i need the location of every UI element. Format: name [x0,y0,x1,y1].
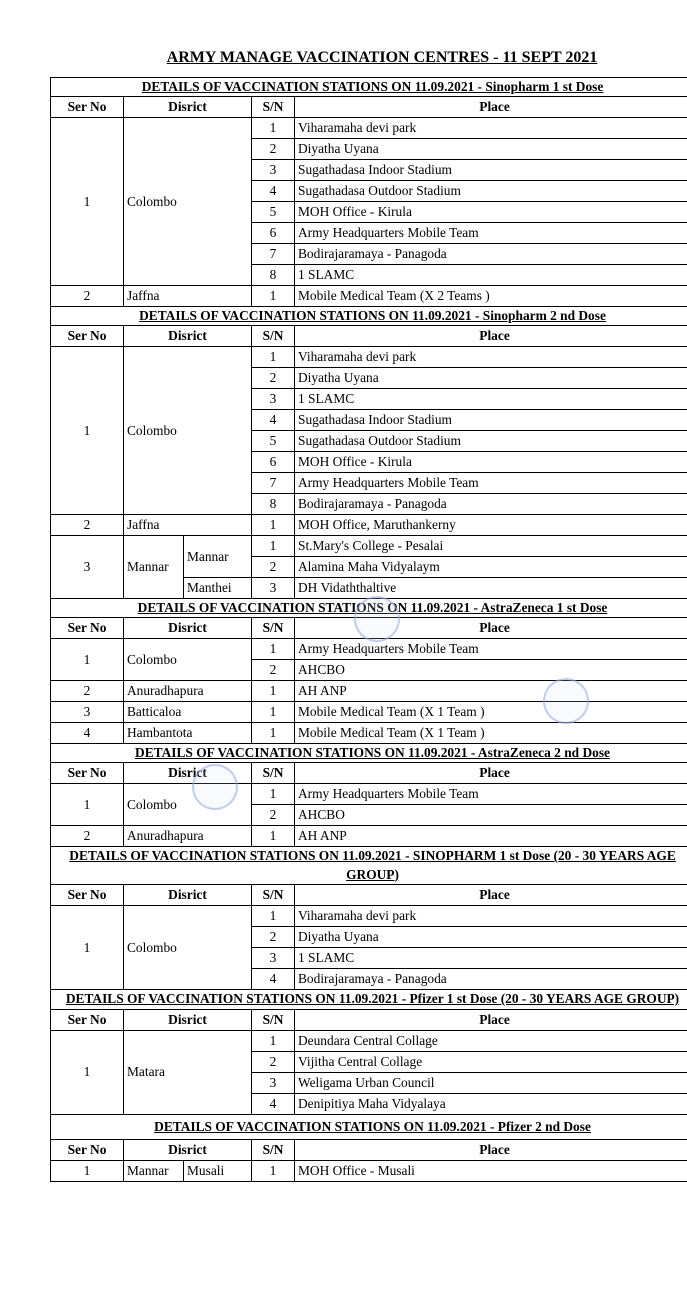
table-row [51,639,687,660]
sn-cell: 1 [252,286,295,307]
sn-cell: 3 [252,948,295,969]
sn-cell: 4 [252,410,295,431]
sn-cell: 2 [252,660,295,681]
district-cell: Mannar [124,536,184,599]
col-header-sn: S/N [252,885,295,906]
sn-cell: 1 [252,536,295,557]
table-row [51,118,687,139]
place-cell: Bodirajaramaya - Panagoda [295,494,687,515]
ser-no-cell: 4 [51,723,124,744]
place-cell: Army Headquarters Mobile Team [295,223,687,244]
place-cell: MOH Office - Musali [295,1160,687,1181]
sn-cell: 1 [252,515,295,536]
section-title-row [51,78,687,97]
sn-cell: 7 [252,244,295,265]
section-title: DETAILS OF VACCINATION STATIONS ON 11.09.2021 - Sinopharm 1 st Dose [51,78,687,97]
section-title: DETAILS OF VACCINATION STATIONS ON 11.09.2021 - AstraZeneca 2 nd Dose [51,744,687,763]
district-cell: Colombo [124,784,252,826]
col-header-district: Disrict [124,618,252,639]
sn-cell: 1 [252,681,295,702]
section-title: DETAILS OF VACCINATION STATIONS ON 11.09.2021 - Pfizer 1 st Dose (20 - 30 YEARS AGE GROUP) [51,990,687,1010]
place-cell: Diyatha Uyana [295,927,687,948]
section-title-row [51,1114,687,1139]
col-header-ser-no: Ser No [51,763,124,784]
col-header-district: Disrict [124,885,252,906]
section-title-row [51,307,687,326]
col-header-sn: S/N [252,1009,295,1030]
sn-cell: 4 [252,969,295,990]
sn-cell: 6 [252,452,295,473]
ser-no-cell: 1 [51,347,124,515]
table-row [51,1030,687,1051]
table-row [51,347,687,368]
place-cell: 1 SLAMC [295,265,687,286]
sn-cell: 1 [252,784,295,805]
ser-no-cell: 1 [51,118,124,286]
sn-cell: 1 [252,702,295,723]
sn-cell: 1 [252,906,295,927]
place-cell: DH Vidaththaltive [295,578,687,599]
district-cell: Colombo [124,118,252,286]
place-cell: Bodirajaramaya - Panagoda [295,244,687,265]
place-cell: Army Headquarters Mobile Team [295,473,687,494]
table-row [51,515,687,536]
sn-cell: 1 [252,723,295,744]
col-header-ser-no: Ser No [51,618,124,639]
table-row [51,826,687,847]
sn-cell: 3 [252,389,295,410]
col-header-ser-no: Ser No [51,1009,124,1030]
sn-cell: 4 [252,181,295,202]
place-cell: Mobile Medical Team (X 2 Teams ) [295,286,687,307]
place-cell: Deundara Central Collage [295,1030,687,1051]
place-cell: MOH Office - Kirula [295,202,687,223]
col-header-place: Place [295,326,687,347]
sn-cell: 8 [252,494,295,515]
header-row [51,763,687,784]
place-cell: Sugathadasa Outdoor Stadium [295,431,687,452]
sn-cell: 1 [252,118,295,139]
district-cell: Colombo [124,347,252,515]
ser-no-cell: 1 [51,639,124,681]
subdistrict-cell: Musali [184,1160,252,1181]
header-row [51,885,687,906]
sn-cell: 2 [252,368,295,389]
place-cell: St.Mary's College - Pesalai [295,536,687,557]
place-cell: Vijitha Central Collage [295,1051,687,1072]
place-cell: AH ANP [295,681,687,702]
place-cell: Army Headquarters Mobile Team [295,639,687,660]
sn-cell: 1 [252,639,295,660]
section-title: DETAILS OF VACCINATION STATIONS ON 11.09.2021 - Sinopharm 2 nd Dose [51,307,687,326]
col-header-district: Disrict [124,1009,252,1030]
place-cell: Weligama Urban Council [295,1072,687,1093]
place-cell: MOH Office - Kirula [295,452,687,473]
subdistrict-cell: Manthei [184,578,252,599]
header-row [51,1009,687,1030]
table-row [51,536,687,557]
place-cell: Alamina Maha Vidyalaym [295,557,687,578]
district-cell: Batticaloa [124,702,252,723]
place-cell: Viharamaha devi park [295,118,687,139]
place-cell: Bodirajaramaya - Panagoda [295,969,687,990]
col-header-place: Place [295,1009,687,1030]
header-row [51,326,687,347]
ser-no-cell: 1 [51,784,124,826]
district-cell: Anuradhapura [124,826,252,847]
place-cell: Army Headquarters Mobile Team [295,784,687,805]
col-header-sn: S/N [252,326,295,347]
district-cell: Matara [124,1030,252,1114]
ser-no-cell: 2 [51,286,124,307]
place-cell: Sugathadasa Indoor Stadium [295,410,687,431]
table-row [51,906,687,927]
table-row [51,681,687,702]
district-cell: Colombo [124,639,252,681]
place-cell: 1 SLAMC [295,948,687,969]
col-header-sn: S/N [252,763,295,784]
ser-no-cell: 1 [51,1030,124,1114]
sn-cell: 3 [252,578,295,599]
sn-cell: 2 [252,805,295,826]
sn-cell: 3 [252,160,295,181]
sn-cell: 4 [252,1093,295,1114]
place-cell: Sugathadasa Outdoor Stadium [295,181,687,202]
place-cell: Mobile Medical Team (X 1 Team ) [295,702,687,723]
place-cell: Diyatha Uyana [295,139,687,160]
sn-cell: 1 [252,826,295,847]
sn-cell: 1 [252,1030,295,1051]
sn-cell: 2 [252,139,295,160]
sn-cell: 8 [252,265,295,286]
ser-no-cell: 3 [51,702,124,723]
col-header-place: Place [295,885,687,906]
table-row [51,1160,687,1181]
col-header-place: Place [295,618,687,639]
ser-no-cell: 2 [51,681,124,702]
table-row [51,723,687,744]
section-title-row [51,744,687,763]
header-row [51,1139,687,1160]
place-cell: Viharamaha devi park [295,906,687,927]
section-title: DETAILS OF VACCINATION STATIONS ON 11.09.2021 - AstraZeneca 1 st Dose [51,599,687,618]
ser-no-cell: 2 [51,826,124,847]
place-cell: Denipitiya Maha Vidyalaya [295,1093,687,1114]
col-header-place: Place [295,763,687,784]
sn-cell: 2 [252,557,295,578]
col-header-district: Disrict [124,1139,252,1160]
vaccination-table [50,77,687,1182]
table-row [51,286,687,307]
col-header-ser-no: Ser No [51,885,124,906]
sn-cell: 1 [252,347,295,368]
district-cell: Colombo [124,906,252,990]
table-row [51,784,687,805]
place-cell: Diyatha Uyana [295,368,687,389]
col-header-ser-no: Ser No [51,326,124,347]
sn-cell: 7 [252,473,295,494]
sn-cell: 5 [252,202,295,223]
sn-cell: 1 [252,1160,295,1181]
subdistrict-cell: Mannar [184,536,252,578]
district-cell: Anuradhapura [124,681,252,702]
place-cell: Viharamaha devi park [295,347,687,368]
section-title: DETAILS OF VACCINATION STATIONS ON 11.09.2021 - SINOPHARM 1 st Dose (20 - 30 YEARS AGE GROUP) [51,847,687,885]
ser-no-cell: 1 [51,906,124,990]
place-cell: AHCBO [295,805,687,826]
col-header-sn: S/N [252,1139,295,1160]
col-header-place: Place [295,1139,687,1160]
sn-cell: 2 [252,1051,295,1072]
place-cell: Sugathadasa Indoor Stadium [295,160,687,181]
section-title-row [51,990,687,1010]
header-row [51,618,687,639]
district-cell: Jaffna [124,515,252,536]
district-cell: Hambantota [124,723,252,744]
col-header-ser-no: Ser No [51,97,124,118]
col-header-sn: S/N [252,618,295,639]
vaccination-document [50,77,687,1182]
ser-no-cell: 1 [51,1160,124,1181]
table-row [51,702,687,723]
ser-no-cell: 3 [51,536,124,599]
place-cell: AH ANP [295,826,687,847]
place-cell: 1 SLAMC [295,389,687,410]
sn-cell: 3 [252,1072,295,1093]
place-cell: AHCBO [295,660,687,681]
col-header-ser-no: Ser No [51,1139,124,1160]
district-cell: Mannar [124,1160,184,1181]
col-header-district: Disrict [124,763,252,784]
place-cell: Mobile Medical Team (X 1 Team ) [295,723,687,744]
col-header-place: Place [295,97,687,118]
section-title-row [51,599,687,618]
section-title: DETAILS OF VACCINATION STATIONS ON 11.09.2021 - Pfizer 2 nd Dose [51,1114,687,1139]
col-header-district: Disrict [124,326,252,347]
section-title-row [51,847,687,885]
sn-cell: 6 [252,223,295,244]
col-header-sn: S/N [252,97,295,118]
place-cell: MOH Office, Maruthankerny [295,515,687,536]
sn-cell: 5 [252,431,295,452]
district-cell: Jaffna [124,286,252,307]
header-row [51,97,687,118]
ser-no-cell: 2 [51,515,124,536]
sn-cell: 2 [252,927,295,948]
page-title: ARMY MANAGE VACCINATION CENTRES - 11 SEPT 2021 [166,49,598,66]
col-header-district: Disrict [124,97,252,118]
